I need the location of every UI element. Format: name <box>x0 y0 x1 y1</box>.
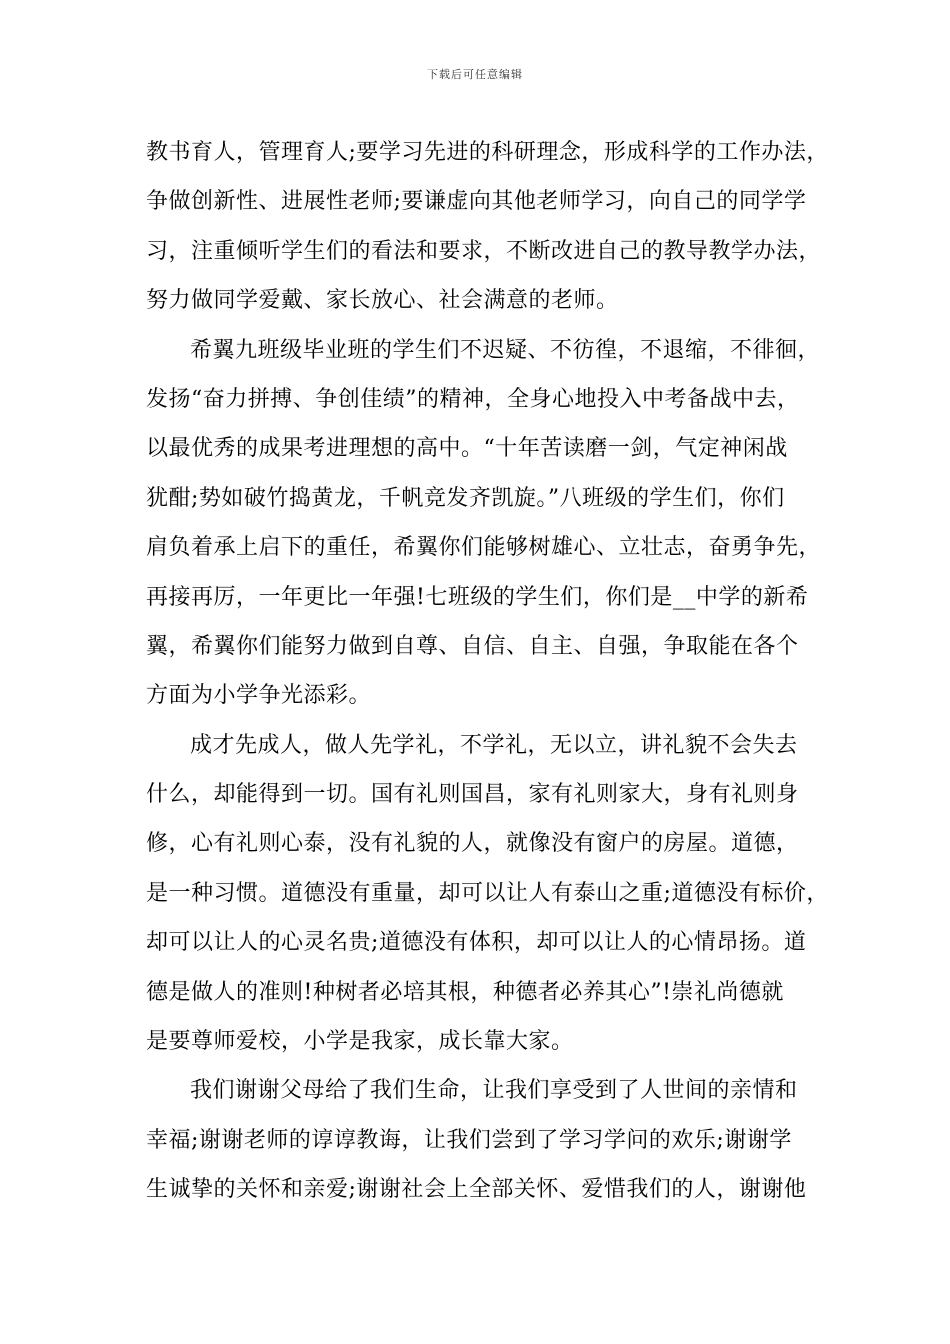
text-line: 努力做同学爱戴、家长放心、社会满意的老师。 <box>146 288 619 314</box>
text-line: 肩负着承上启下的重任，希翼你们能够树雄心、立壮志，奋勇争先， <box>146 535 822 561</box>
text-line: 方面为小学争光添彩。 <box>146 683 372 709</box>
text-line: 生诚挚的关怀和亲爱;谢谢社会上全部关怀、爱惜我们的人，谢谢他 <box>146 1177 807 1203</box>
text-line: 德是做人的准则!种树者必培其根，种德者必养其心”!崇礼尚德就 <box>146 979 784 1005</box>
text-line: 翼，希翼你们能努力做到自尊、自信、自主、自强，争取能在各个 <box>146 633 799 659</box>
text-line: 希翼九班级毕业班的学生们不迟疑、不彷徨，不退缩，不徘徊， <box>190 337 821 363</box>
text-line: 什么，却能得到一切。国有礼则国昌，家有礼则家大，身有礼则身 <box>146 782 799 808</box>
text-line: 却可以让人的心灵名贵;道德没有体积，却可以让人的心情昂扬。道 <box>146 930 807 956</box>
document-body <box>146 128 829 1215</box>
text-line: 习，注重倾听学生们的看法和要求，不断改进自己的教导教学办法， <box>146 238 822 264</box>
text-line: 犹酣;势如破竹捣黄龙，千帆竞发齐凯旋。”八班级的学生们，你们 <box>146 485 785 511</box>
text-line: 幸福;谢谢老师的谆谆教诲，让我们尝到了学习学问的欢乐;谢谢学 <box>146 1127 792 1153</box>
text-line: 修，心有礼则心泰，没有礼貌的人，就像没有窗户的房屋。道德， <box>146 831 799 857</box>
text-line: 是要尊师爱校，小学是我家，成长靠大家。 <box>146 1029 574 1055</box>
text-line: 争做创新性、进展性老师;要谦虚向其他老师学习，向自己的同学学 <box>146 189 807 215</box>
text-line: 教书育人，管理育人;要学习先进的科研理念，形成科学的工作办法， <box>146 140 829 165</box>
text-line: 成才先成人，做人先学礼，不学礼，无以立，讲礼貌不会失去 <box>190 732 798 758</box>
page-header: 下载后可任意编辑 <box>427 68 523 81</box>
text-line: 是一种习惯。道德没有重量，却可以让人有泰山之重;道德没有标价， <box>146 880 829 906</box>
text-line: 我们谢谢父母给了我们生命，让我们享受到了人世间的亲情和 <box>190 1078 798 1104</box>
text-line: 发扬“奋力拼搏、争创佳绩”的精神，全身心地投入中考备战中去， <box>146 386 800 412</box>
text-line: 再接再厉，一年更比一年强!七班级的学生们，你们是__中学的新希 <box>146 584 809 610</box>
text-line: 以最优秀的成果考进理想的高中。“十年苦读磨一剑，气定神闲战 <box>146 436 788 462</box>
